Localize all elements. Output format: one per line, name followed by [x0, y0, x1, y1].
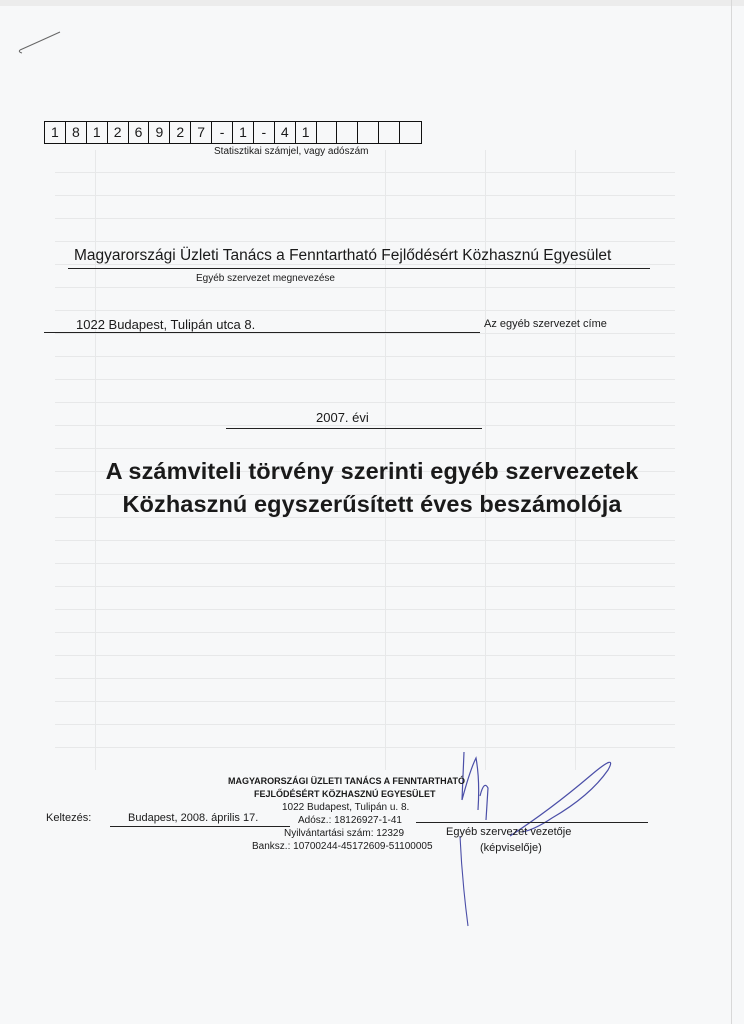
- tax-number-cell: 4: [275, 122, 296, 143]
- organization-address: 1022 Budapest, Tulipán utca 8.: [76, 317, 256, 332]
- document-title-line-2: Közhasznú egyszerűsített éves beszámolója: [122, 491, 622, 517]
- stamp-line: MAGYARORSZÁGI ÜZLETI TANÁCS A FENNTARTHATÓ: [228, 776, 465, 786]
- stamp-line: Nyilvántartási szám: 12329: [284, 828, 405, 839]
- tax-number-cell: -: [254, 122, 275, 143]
- report-year: 2007. évi: [316, 410, 369, 425]
- signatory-caption: Egyéb szervezet vezetője: [446, 826, 572, 838]
- tax-number-cell: [400, 122, 421, 143]
- signature-underline: [416, 822, 648, 823]
- document-title-line-1: A számviteli törvény szerinti egyéb szervezetek: [105, 458, 639, 484]
- tax-number-cell: 9: [149, 122, 170, 143]
- date-label: Keltezés:: [46, 812, 92, 824]
- stamp-line: 1022 Budapest, Tulipán u. 8.: [282, 802, 410, 813]
- tax-number-cell: 2: [108, 122, 129, 143]
- tax-number-caption: Statisztikai számjel, vagy adószám: [214, 146, 369, 157]
- tax-number-cell: 1: [87, 122, 108, 143]
- signatory-role: (képviselője): [480, 842, 542, 854]
- stamp-line: FEJLŐDÉSÉRT KÖZHASZNÚ EGYESÜLET: [254, 789, 436, 799]
- year-underline: [226, 428, 482, 429]
- tax-number-cell: 2: [170, 122, 191, 143]
- stamp-line: Adósz.: 18126927-1-41: [298, 815, 402, 826]
- address-caption: Az egyéb szervezet címe: [484, 318, 607, 330]
- tax-number-cell: -: [212, 122, 233, 143]
- organization-underline: [68, 268, 650, 269]
- pen-stroke-mark: [16, 28, 76, 68]
- tax-number-cell: 1: [233, 122, 254, 143]
- tax-number-cell: 7: [191, 122, 212, 143]
- address-underline: [44, 332, 480, 333]
- tax-number-cell: 1: [45, 122, 66, 143]
- tax-number-cell: 6: [129, 122, 150, 143]
- tax-number-cell: [379, 122, 400, 143]
- stamp-line: Banksz.: 10700244-45172609-51100005: [252, 841, 433, 852]
- scan-edge-top: [0, 0, 744, 6]
- tax-number-boxes: [44, 121, 422, 144]
- date-underline: [110, 826, 290, 827]
- tax-number-cell: [358, 122, 379, 143]
- date-value: Budapest, 2008. április 17.: [128, 812, 259, 824]
- tax-number-cell: 1: [296, 122, 317, 143]
- organization-stamp: [228, 775, 478, 853]
- tax-number-cell: 8: [66, 122, 87, 143]
- tax-number-cell: [317, 122, 338, 143]
- organization-name: Magyarországi Üzleti Tanács a Fenntartható Fejlődésért Közhasznú Egyesület: [74, 247, 612, 264]
- tax-number-cell: [337, 122, 358, 143]
- organization-caption: Egyéb szervezet megnevezése: [196, 273, 335, 284]
